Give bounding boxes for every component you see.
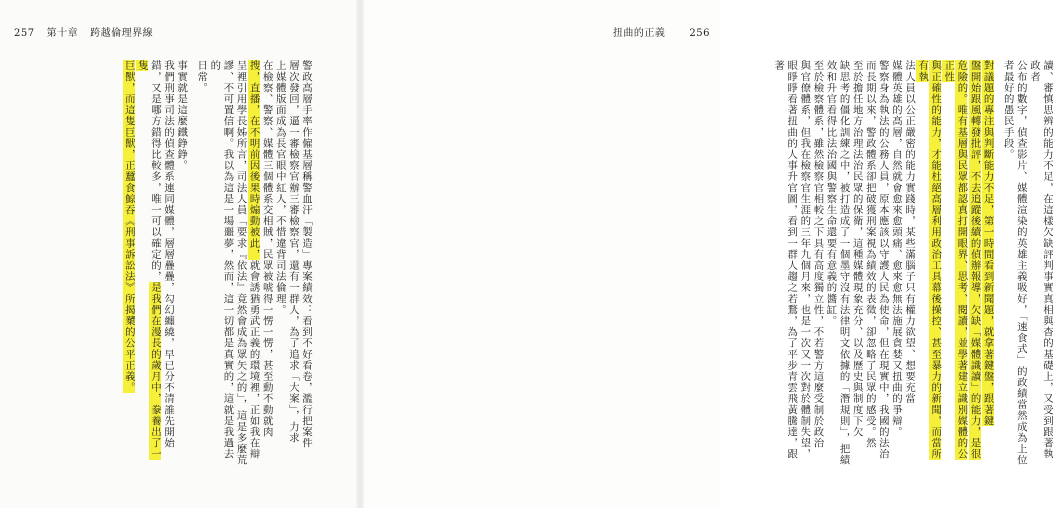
text-column	[194, 60, 207, 470]
body-text: 錯，又是哪方錯得比較多，唯一可以確定的，	[148, 60, 161, 282]
running-title: 扭曲的正義	[612, 28, 666, 39]
body-text: 與官僚體系，但我在檢察官生涯的三年九個月來，也是一次又一次對於體制失望，	[798, 60, 811, 460]
body-text: 眼睜睜看著扭曲的人事升官圖，看到一群人趨之若鶩，為了平步青雲飛黃騰達，跟著	[772, 60, 798, 460]
text-column	[207, 60, 233, 470]
body-text: 警察身為執法的公務人員，原本應該以守護人民為使命，但在現實中，我國的法治	[876, 60, 889, 460]
text-column	[941, 60, 967, 470]
text-column	[981, 60, 994, 470]
body-text: 至於檢察體系，雖然檢察官相較之下具有高度獨立性，不若警方這麼受制於政治	[811, 60, 824, 449]
body-text: 法人員以公正嚴密的能力實踐時，某些滿腦子只有權力欲望、想要充當	[903, 60, 916, 405]
body-text: 事實就是這麼鐵錚錚。	[175, 60, 188, 171]
text-column	[233, 60, 246, 470]
text-column	[273, 60, 286, 470]
text-column	[902, 60, 915, 470]
text-column	[837, 60, 850, 470]
highlighted-text: 危險的。唯有基層與民眾都認真打開眼界、思考、閱讀，並學著建立識別媒體的公正性	[942, 60, 968, 460]
body-text: 在檢察、警察、媒體三個體系交相賊，民眾被唬得一愣一愣，甚至動不動就肉	[260, 60, 273, 438]
text-column	[1027, 60, 1053, 470]
body-text: 效和升官看得比法治國與警察生命還要有意義的醬缸。	[824, 60, 837, 327]
text-column	[915, 60, 941, 470]
body-text: 公布的數字，偵查影片、媒體渲染的英雄主義吸好，「速食式」的政績當然成為上位	[1014, 60, 1027, 466]
body-text: 讀、審慎思辨的能力不足，在這樣欠缺評判事實真相與杳的基礎上，又受到跟著執政者	[1027, 60, 1053, 460]
highlighted-text: 盤開始跟風轉發批評，不去追蹤後續的偵辦報導，欠缺「媒體識讀」的能力，是很	[968, 60, 981, 460]
text-column	[286, 60, 299, 470]
body-text: 者最好的愚民手段。	[1001, 60, 1014, 160]
body-text: 層次發回，逼一審檢察官辦三審檢察官，還有一群人，為了追求「大案」，力求	[286, 60, 299, 444]
text-column	[247, 60, 260, 470]
left-page-number: 257	[14, 28, 35, 39]
right-page	[360, 0, 1053, 508]
highlighted-text: 與正確性的能力，才能杜絕高層利用政治工具幕後操控、甚至暴力的新聞，而當所有執	[916, 60, 942, 460]
text-column	[771, 60, 797, 470]
body-text: 媒體英雄的高層，自然就會愈來愈頭痛、愈來愈無法施展貪婪又扭曲的爭辯。	[889, 60, 902, 438]
body-text: 至於擔任地方治理法治民眾的保衛，這種媒體現象充分、以及歷史與制度下欠	[850, 60, 863, 438]
text-column	[1001, 60, 1014, 470]
chapter-title: 跨越倫理界線	[90, 28, 154, 39]
body-text: 就會誘猶勇武正義的環境裡，正如我在辯	[247, 259, 260, 460]
right-page-number: 256	[689, 28, 710, 39]
text-column	[876, 60, 889, 470]
text-column	[889, 60, 902, 470]
text-column	[863, 60, 876, 470]
text-column	[850, 60, 863, 470]
text-column	[122, 60, 135, 470]
highlighted-text: 巨獸，而這隻巨獸，正蠶食鯨吞《刑事訴訟法》所揭櫫的公平正義。	[122, 60, 135, 393]
chapter-label: 第十章	[46, 28, 79, 39]
body-text: 呈裡引用學長姊所言，司法人員「要求『依法』竟然會成為眾矢之的」，這是多麼荒	[234, 60, 247, 466]
body-text: 日常。	[195, 60, 208, 94]
body-text: 我們刑事司法的偵查體系連同媒體，層層疊疊，勾幻纏繞，早已分不清誰先開始	[162, 60, 175, 449]
highlighted-text: 是我們在漫長的歲月中，豢養出了一隻	[135, 60, 161, 460]
text-column	[299, 60, 312, 470]
book-gutter	[356, 0, 364, 508]
text-column	[161, 60, 174, 470]
text-column	[797, 60, 810, 470]
left-page-body	[82, 60, 312, 470]
text-column	[823, 60, 836, 470]
body-text: 缺思考的僵化訓練之中，被打造成了一個墨守沒有法律明文依據的「潛規則」，把績	[837, 60, 850, 466]
right-page-body	[748, 60, 1053, 470]
text-column	[260, 60, 273, 470]
highlighted-text: 對議題的專注與判斷能力不足，第一時間看到新聞題，就拿著鍵盤，跟著鍵	[981, 60, 994, 427]
text-column	[810, 60, 823, 470]
right-page-header	[613, 24, 710, 39]
text-column	[174, 60, 187, 470]
left-page-header	[14, 24, 153, 39]
text-column	[135, 60, 161, 470]
body-text: 上媒體版面成為長官眼中紅人，不惜違背司法倫理。	[273, 60, 286, 316]
highlighted-text: 搜，直播，在不明前因後果時煽動被此，	[247, 60, 260, 260]
body-text: 警政高層手率作僱基層稱警血汗「製造」專案績效：看到不好看卷，濫行把案件	[300, 60, 312, 449]
body-text: 而長期以來，警政體系卻把破獲刑案視為績效的表徵，卻忽略了民眾的感受。然	[863, 60, 876, 449]
text-column	[967, 60, 980, 470]
left-page	[0, 0, 360, 508]
body-text: 謬、不可置信啊。我以為這是一場噩夢，然而，這一切都是真實的，這就是我過去的	[208, 60, 234, 460]
text-column	[1014, 60, 1027, 470]
